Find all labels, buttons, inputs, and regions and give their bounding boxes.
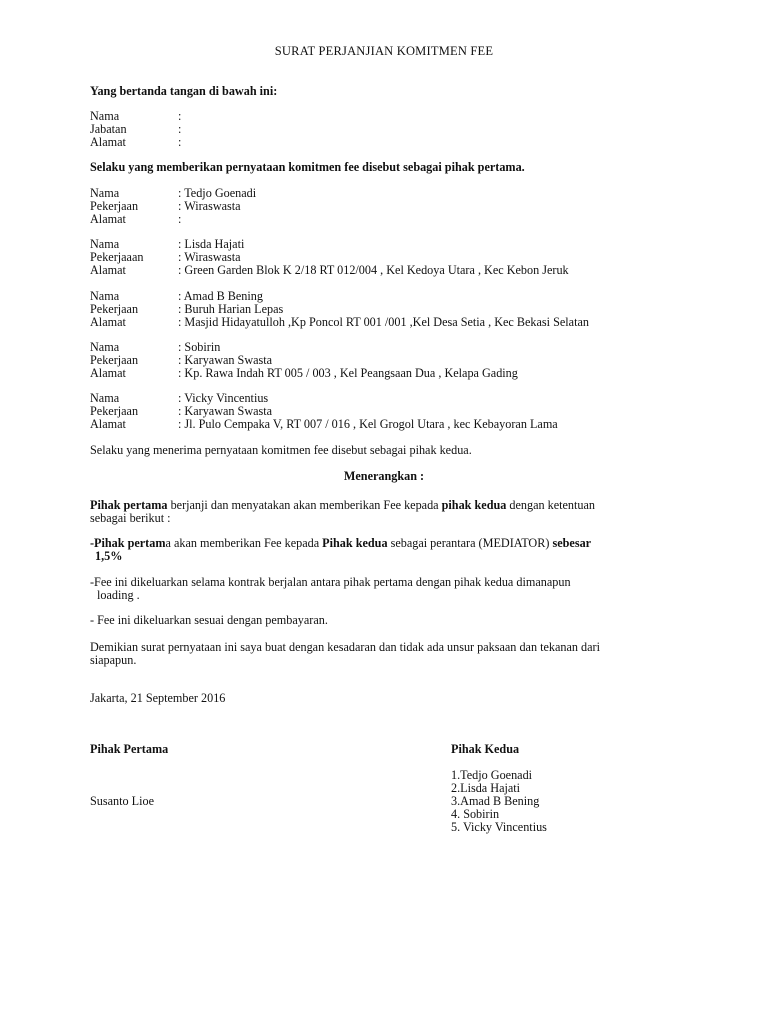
person-2-pekerjaan-label: Pekerjaaan: [90, 250, 144, 264]
clause-2-percentage: 1,5%: [95, 549, 123, 563]
clause-1-pihak-kedua: pihak kedua: [441, 498, 507, 512]
first-party-nama-value: :: [178, 109, 182, 123]
person-1-pekerjaan: : Wiraswasta: [178, 199, 241, 213]
person-3-pekerjaan-label: Pekerjaan: [90, 302, 139, 316]
person-5-alamat-label: Alamat: [90, 417, 126, 431]
place-date: Jakarta, 21 September 2016: [90, 691, 226, 705]
first-party-alamat-value: :: [178, 135, 182, 149]
clause-3-line-1: -Fee ini dikeluarkan selama kontrak berjalan antara pihak pertama dengan pihak kedua dimanapun: [90, 575, 571, 589]
second-party-signature-label: Pihak Kedua: [451, 742, 520, 756]
first-party-statement: Selaku yang memberikan pernyataan komitmen fee disebut sebagai pihak pertama.: [90, 160, 525, 174]
clause-1-line-2: sebagai berikut :: [90, 511, 171, 525]
clause-1-text-end: dengan ketentuan: [506, 498, 596, 512]
person-2-alamat: : Green Garden Blok K 2/18 RT 012/004 , Kel Kedoya Utara , Kec Kebon Jeruk: [178, 263, 569, 277]
person-4-alamat: : Kp. Rawa Indah RT 005 / 003 , Kel Peangsaan Dua , Kelapa Gading: [178, 366, 518, 380]
second-party-name-4: 4. Sobirin: [451, 807, 500, 821]
person-3-pekerjaan: : Buruh Harian Lepas: [178, 302, 284, 316]
person-1-alamat-label: Alamat: [90, 212, 126, 226]
person-2-nama: : Lisda Hajati: [178, 237, 245, 251]
person-5-alamat: : Jl. Pulo Cempaka V, RT 007 / 016 , Kel Grogol Utara , kec Kebayoran Lama: [178, 417, 558, 431]
first-party-jabatan-label: Jabatan: [90, 122, 127, 136]
person-5-pekerjaan: : Karyawan Swasta: [178, 404, 273, 418]
person-4-nama-label: Nama: [90, 340, 120, 354]
person-1-nama: : Tedjo Goenadi: [178, 186, 257, 200]
person-4-pekerjaan: : Karyawan Swasta: [178, 353, 273, 367]
second-party-name-3: 3.Amad B Bening: [451, 794, 540, 808]
clause-1-text: berjanji dan menyatakan akan memberikan Fee kepada: [167, 498, 442, 512]
person-5-nama: : Vicky Vincentius: [178, 391, 269, 405]
second-party-name-2: 2.Lisda Hajati: [451, 781, 521, 795]
clause-2-pihak-pertama: -Pihak pertam: [90, 536, 166, 550]
person-3-nama: : Amad B Bening: [178, 289, 263, 303]
person-1-nama-label: Nama: [90, 186, 120, 200]
clause-2-pihak-kedua: Pihak kedua: [322, 536, 388, 550]
document-title: SURAT PERJANJIAN KOMITMEN FEE: [274, 44, 494, 58]
first-party-nama-label: Nama: [90, 109, 120, 123]
clause-2-mediator: sebagai perantara (MEDIATOR): [387, 536, 553, 550]
first-party-signature-name: Susanto Lioe: [90, 794, 154, 808]
person-3-nama-label: Nama: [90, 289, 120, 303]
second-party-name-1: 1.Tedjo Goenadi: [451, 768, 533, 782]
clause-2-line-1: [90, 537, 591, 550]
first-party-signature-label: Pihak Pertama: [90, 742, 169, 756]
clause-2-sebesar: sebesar: [552, 536, 592, 550]
person-4-alamat-label: Alamat: [90, 366, 126, 380]
person-1-pekerjaan-label: Pekerjaan: [90, 199, 139, 213]
first-party-alamat-label: Alamat: [90, 135, 126, 149]
clause-4: - Fee ini dikeluarkan sesuai dengan pembayaran.: [90, 613, 328, 627]
person-4-pekerjaan-label: Pekerjaan: [90, 353, 139, 367]
person-3-alamat-label: Alamat: [90, 315, 126, 329]
closing-line-2: siapapun.: [90, 653, 137, 667]
first-party-jabatan-value: :: [178, 122, 182, 136]
section-heading: Menerangkan :: [343, 469, 425, 483]
person-4-nama: : Sobirin: [178, 340, 221, 354]
clause-1-pihak-pertama: Pihak pertama: [90, 498, 168, 512]
person-2-pekerjaan: : Wiraswasta: [178, 250, 241, 264]
intro-line: Yang bertanda tangan di bawah ini:: [90, 84, 278, 98]
second-party-statement: Selaku yang menerima pernyataan komitmen fee disebut sebagai pihak kedua.: [90, 443, 472, 457]
second-party-name-5: 5. Vicky Vincentius: [451, 820, 547, 834]
person-5-nama-label: Nama: [90, 391, 120, 405]
person-5-pekerjaan-label: Pekerjaan: [90, 404, 139, 418]
clause-3-line-2: loading .: [97, 588, 140, 602]
person-1-alamat: :: [178, 212, 182, 226]
closing-line-1: Demikian surat pernyataan ini saya buat dengan kesadaran dan tidak ada unsur paksaan dan tekanan dari: [90, 640, 600, 654]
person-2-alamat-label: Alamat: [90, 263, 126, 277]
clause-2-text: a akan memberikan Fee kepada: [165, 536, 323, 550]
person-3-alamat: : Masjid Hidayatulloh ,Kp Poncol RT 001 /001 ,Kel Desa Setia , Kec Bekasi Selatan: [178, 315, 589, 329]
person-2-nama-label: Nama: [90, 237, 120, 251]
